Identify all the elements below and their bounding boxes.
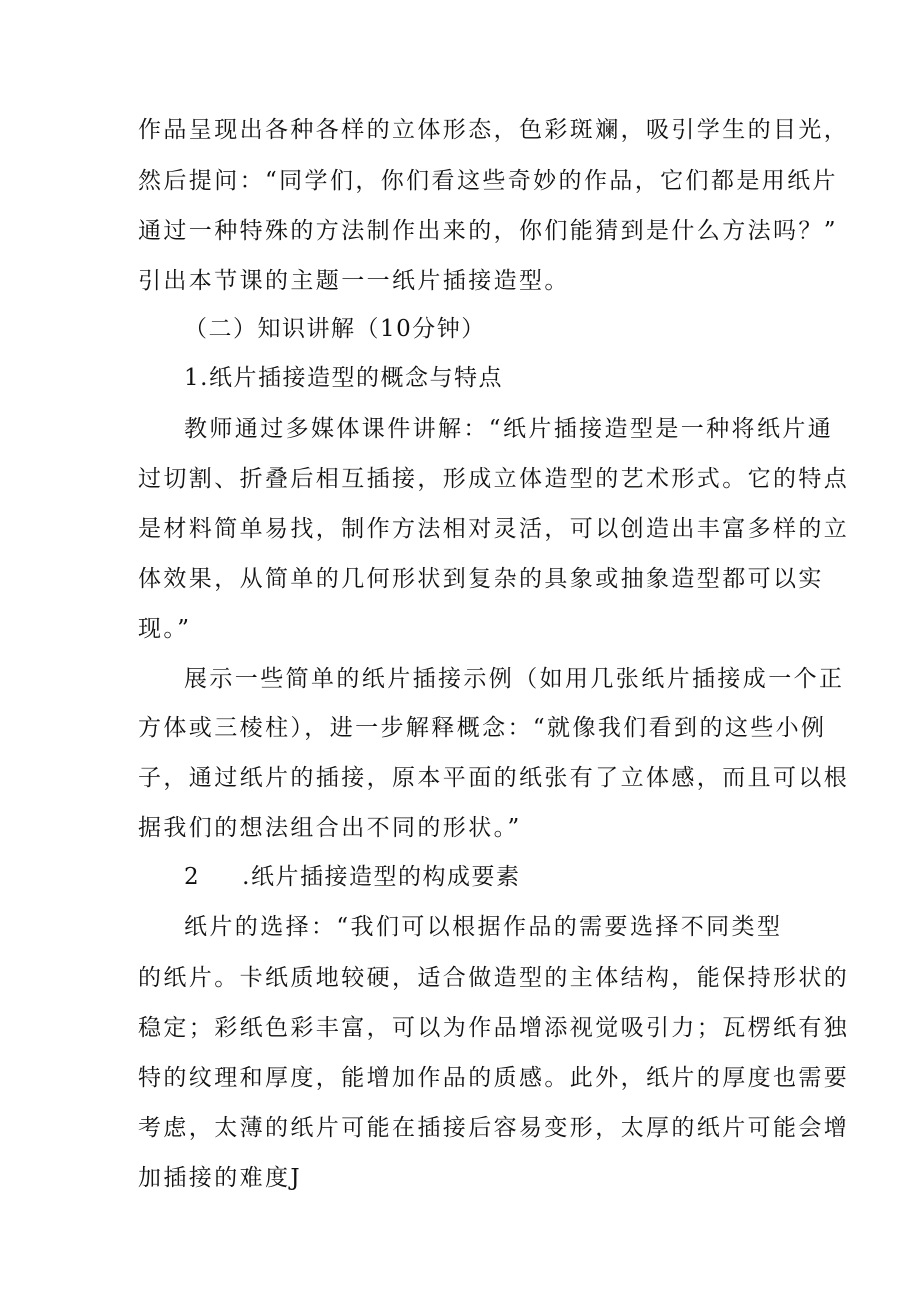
body-text-line: 的纸片。卡纸质地较硬，适合做造型的主体结构，能保持形状的 [138,965,850,991]
body-text-line: 体效果，从简单的几何形状到复杂的具象或抽象造型都可以实 [138,566,824,592]
body-text-line: 引出本节课的主题一一纸片插接造型。 [138,268,570,294]
body-text-line: 现。” [138,616,192,642]
body-text-line: 据我们的想法组合出不同的形状。” [138,815,522,841]
subsection-number: 2 [184,864,201,890]
subsection-title: .纸片插接造型的构成要素 [242,864,521,890]
body-text-line: 特的纹理和厚度，能增加作品的质感。此外，纸片的厚度也需要 [138,1065,850,1091]
body-text-line: 通过一种特殊的方法制作出来的，你们能猜到是什么方法吗？” [138,218,838,244]
subsection-heading-2 [184,862,520,892]
body-text-line: 考虑，太薄的纸片可能在插接后容易变形，太厚的纸片可能会增 [138,1115,850,1141]
body-text-line: 过切割、折叠后相互插接，形成立体造型的艺术形式。它的特点 [138,466,850,492]
body-text-line: 子，通过纸片的插接，原本平面的纸张有了立体感，而且可以根 [138,765,850,791]
body-text-line: 是材料简单易找，制作方法相对灵活，可以创造出丰富多样的立 [138,516,850,542]
body-text-line: 展示一些简单的纸片插接示例（如用几张纸片插接成一个正 [184,666,845,692]
body-text-line: 加插接的难度J [138,1165,303,1191]
body-text-line: 作品呈现出各种各样的立体形态，色彩斑斓，吸引学生的目光， [138,117,850,143]
body-text-line: 稳定；彩纸色彩丰富，可以为作品增添视觉吸引力；瓦楞纸有独 [138,1015,850,1041]
body-text-line: 纸片的选择：“我们可以根据作品的需要选择不同类型 [184,914,783,940]
body-text-line: 然后提问：“同学们，你们看这些奇妙的作品，它们都是用纸片 [138,168,838,194]
section-heading: （二）知识讲解（10分钟） [184,316,486,342]
body-text-line: 教师通过多媒体课件讲解：“纸片插接造型是一种将纸片通 [184,416,834,442]
subsection-heading-1: 1.纸片插接造型的概念与特点 [184,365,503,391]
body-text-line: 方体或三棱柱），进一步解释概念：“就像我们看到的这些小例 [138,715,827,741]
